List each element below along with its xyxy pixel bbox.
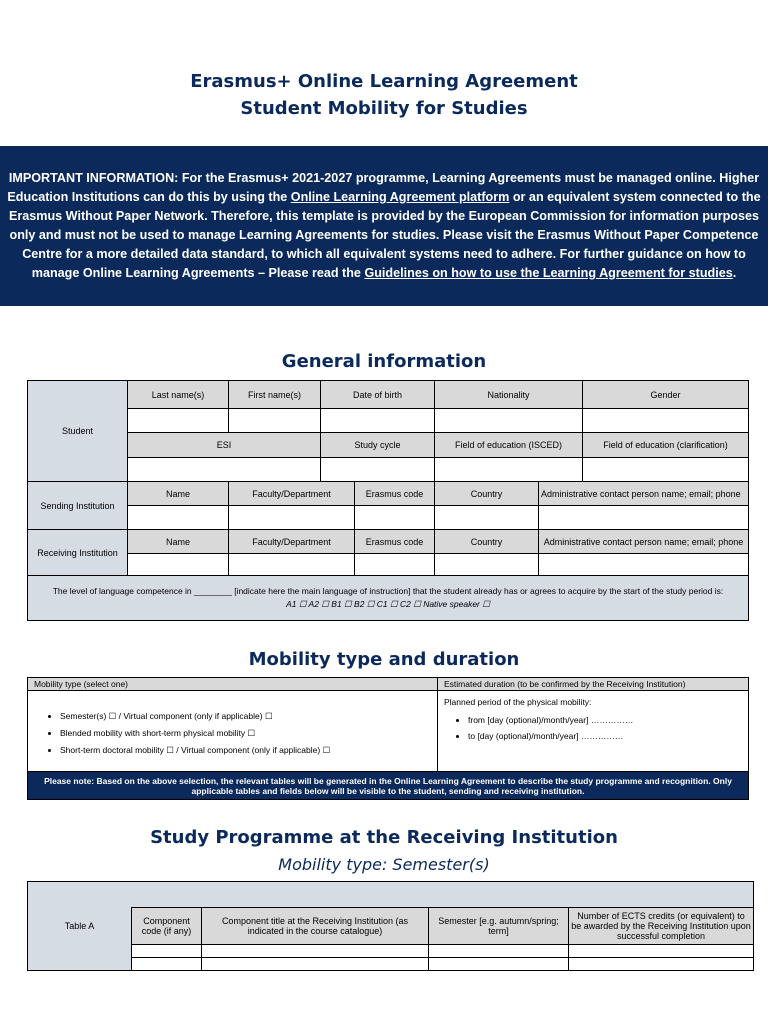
col-ects-credits: Number of ECTS credits (or equivalent) to be awarded by the Receiving Institution upon successful completion [569, 908, 754, 945]
sending-admin-contact-field[interactable] [539, 506, 749, 530]
receiving-country-field[interactable] [435, 554, 539, 576]
col-nationality: Nationality [435, 381, 583, 409]
mobility-table [27, 677, 749, 800]
document-subtitle: Student Mobility for Studies [240, 98, 528, 119]
field-clarification-field[interactable] [583, 458, 749, 482]
online-la-platform-link[interactable]: Online Learning Agreement platform [290, 190, 510, 204]
institutions-table [27, 481, 749, 621]
col-study-cycle: Study cycle [321, 433, 435, 458]
col-date-of-birth: Date of birth [321, 381, 435, 409]
student-label: Student [28, 381, 128, 482]
to-date-field[interactable]: • to [day (optional)/month/year] …………… [468, 731, 742, 741]
receiving-col-faculty: Faculty/Department [229, 530, 355, 554]
general-information-heading: General information [281, 351, 487, 372]
col-gender: Gender [583, 381, 749, 409]
option-semester[interactable]: • Semester(s) ☐ / Virtual component (only if applicable) ☐ [60, 711, 435, 722]
from-date-field[interactable]: • from [day (optional)/month/year] …………… [468, 715, 742, 725]
col-component-code: Component code (if any) [132, 908, 202, 945]
last-name-field[interactable] [128, 409, 229, 433]
col-field-clarification: Field of education (clarification) [583, 433, 749, 458]
mobility-options-cell [28, 691, 438, 772]
duration-cell [438, 691, 749, 772]
receiving-name-field[interactable] [128, 554, 229, 576]
mobility-type-heading: Mobility type and duration [248, 649, 520, 670]
col-estimated-duration: Estimated duration (to be confirmed by the Receiving Institution) [438, 678, 749, 691]
option-blended[interactable]: • Blended mobility with short-term physical mobility ☐ [60, 728, 435, 739]
study-programme-heading: Study Programme at the Receiving Institution [150, 827, 618, 848]
col-component-title: Component title at the Receiving Institution (as indicated in the course catalogue) [202, 908, 429, 945]
language-competence-row [28, 576, 749, 621]
ects-credits-field[interactable] [569, 945, 754, 958]
component-code-field-2[interactable] [132, 958, 202, 971]
important-information-banner [0, 146, 768, 306]
please-note-bar: Please note: Based on the above selection, the relevant tables will be generated in the Online Learning Agreement to describe the study programme and recognition. Only applicable tables and fields below will be visible to the student, sending and receiving institution. [28, 772, 749, 800]
banner-text-3: . [732, 266, 737, 280]
receiving-col-name: Name [128, 530, 229, 554]
sending-name-field[interactable] [128, 506, 229, 530]
date-of-birth-field[interactable] [321, 409, 435, 433]
document-title: Erasmus+ Online Learning Agreement [190, 71, 578, 92]
sending-country-field[interactable] [435, 506, 539, 530]
sending-col-erasmus-code: Erasmus code [355, 482, 435, 506]
esi-field[interactable] [128, 458, 321, 482]
sending-col-country: Country [435, 482, 539, 506]
gender-field[interactable] [583, 409, 749, 433]
receiving-admin-contact-field[interactable] [539, 554, 749, 576]
col-first-name: First name(s) [229, 381, 321, 409]
sending-faculty-field[interactable] [229, 506, 355, 530]
language-level-checkboxes[interactable]: A1 ☐ A2 ☐ B1 ☐ B2 ☐ C1 ☐ C2 ☐ Native speaker ☐ [286, 599, 490, 609]
col-mobility-type: Mobility type (select one) [28, 678, 438, 691]
language-competence-text: The level of language competence in ________ [indicate here the main language of instruction] that the student already has or agrees to acquire by the start of the study period is: [52, 586, 724, 596]
table-a-label: Table A [28, 882, 132, 971]
study-cycle-field[interactable] [321, 458, 435, 482]
col-last-name: Last name(s) [128, 381, 229, 409]
sending-col-faculty: Faculty/Department [229, 482, 355, 506]
sending-col-admin-contact: Administrative contact person name; email; phone [539, 482, 749, 506]
component-title-field[interactable] [202, 945, 429, 958]
option-short-term-doctoral[interactable]: • Short-term doctoral mobility ☐ / Virtual component (only if applicable) ☐ [60, 745, 435, 756]
col-semester: Semester [e.g. autumn/spring; term] [429, 908, 569, 945]
ects-credits-field-2[interactable] [569, 958, 754, 971]
col-esi: ESI [128, 433, 321, 458]
banner-text-2: or an equivalent system connected to the Erasmus Without Paper Network. Therefore, this template is provided by the European Commission for information purposes only and must not be used to manage Learning Agreements for studies. Please visit the Erasmus Without Paper Competence Centre for a more detailed data standard, to which all equivalent systems need to adhere. For further guidance on how to manage Online Learning Agreements – Please read the [8, 190, 761, 280]
mobility-type-subheading: Mobility type: Semester(s) [278, 855, 490, 874]
col-field-isced: Field of education (ISCED) [435, 433, 583, 458]
sending-erasmus-code-field[interactable] [355, 506, 435, 530]
first-name-field[interactable] [229, 409, 321, 433]
component-code-field[interactable] [132, 945, 202, 958]
component-title-field-2[interactable] [202, 958, 429, 971]
table-a [27, 881, 754, 971]
receiving-col-erasmus-code: Erasmus code [355, 530, 435, 554]
semester-field-2[interactable] [429, 958, 569, 971]
banner-text-1: IMPORTANT INFORMATION: For the Erasmus+ 2021-2027 programme, Learning Agreements must be managed online. Higher Education Institutions can do this by using the [7, 171, 760, 204]
sending-institution-label: Sending Institution [28, 482, 128, 530]
field-isced-field[interactable] [435, 458, 583, 482]
mobility-options-list [30, 711, 435, 756]
receiving-erasmus-code-field[interactable] [355, 554, 435, 576]
student-table [27, 380, 749, 482]
guidelines-link[interactable]: Guidelines on how to use the Learning Agreement for studies [364, 266, 733, 280]
receiving-institution-label: Receiving Institution [28, 530, 128, 576]
receiving-col-admin-contact: Administrative contact person name; email; phone [539, 530, 749, 554]
semester-field[interactable] [429, 945, 569, 958]
sending-col-name: Name [128, 482, 229, 506]
nationality-field[interactable] [435, 409, 583, 433]
receiving-col-country: Country [435, 530, 539, 554]
receiving-faculty-field[interactable] [229, 554, 355, 576]
duration-list [444, 715, 742, 741]
table-a-top-band [132, 882, 754, 908]
planned-period-label: Planned period of the physical mobility: [444, 697, 592, 707]
